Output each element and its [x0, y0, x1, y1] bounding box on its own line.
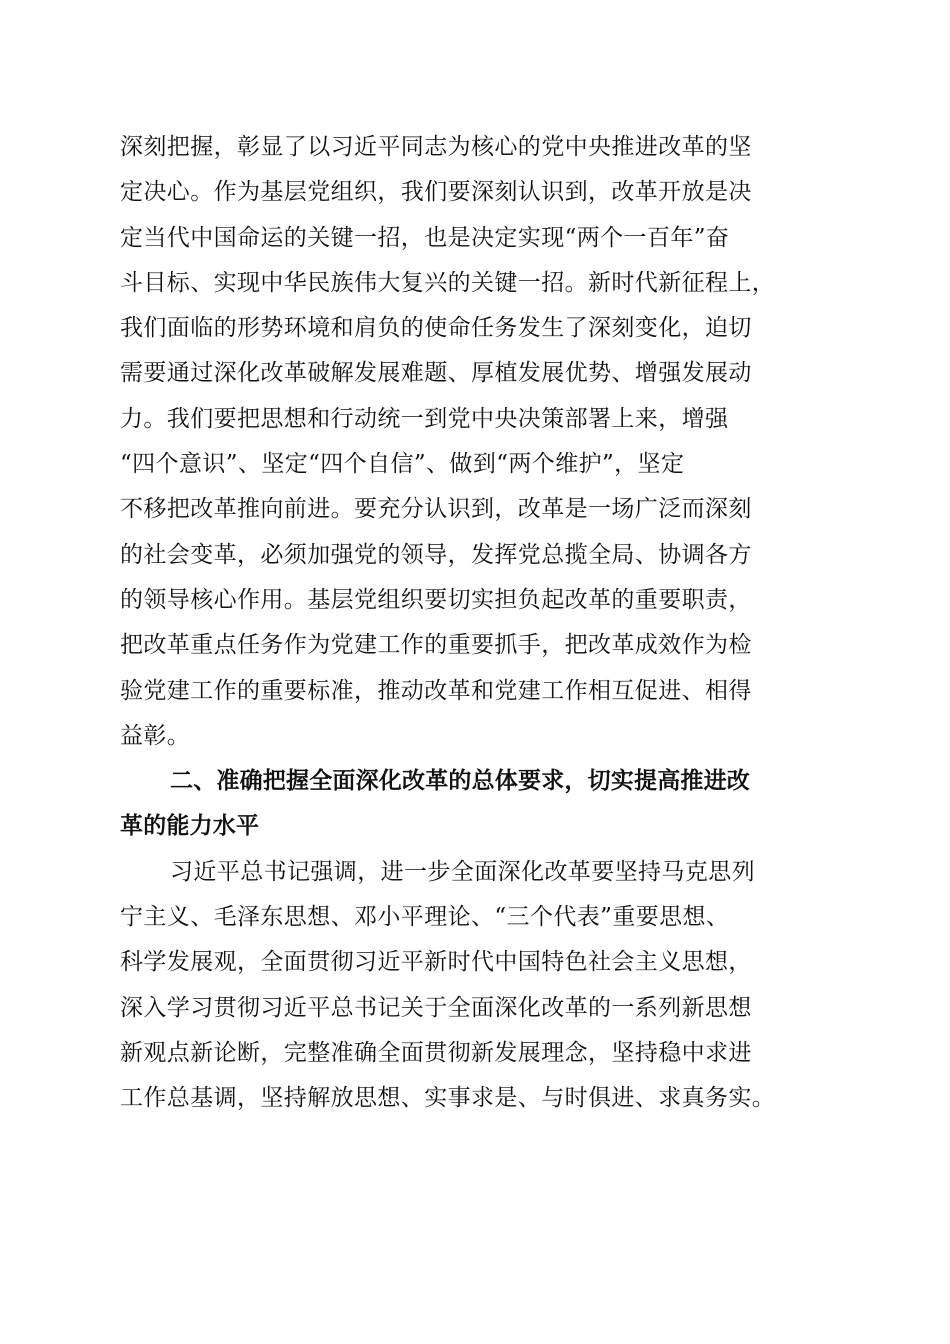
- body-line: 验党建工作的重要标准，推动改革和党建工作相互促进、相得: [120, 677, 752, 704]
- body-line: 科学发展观，全面贯彻习近平新时代中国特色社会主义思想，: [120, 949, 752, 976]
- body-line: 定决心。作为基层党组织，我们要深刻认识到，改革开放是决: [120, 179, 752, 206]
- section-heading-continued: 革的能力水平: [120, 813, 260, 840]
- body-line: 不移把改革推向前进。要充分认识到，改革是一场广泛而深刻: [120, 496, 752, 523]
- body-line: “四个意识”、坚定“四个自信”、做到“两个维护”，坚定: [120, 451, 685, 478]
- body-line: 宁主义、毛泽东思想、邓小平理论、“三个代表”重要思想、: [120, 904, 730, 931]
- body-line: 把改革重点任务作为党建工作的重要抓手，把改革成效作为检: [120, 632, 752, 659]
- body-line: 工作总基调，坚持解放思想、实事求是、与时俱进、求真务实。: [120, 1085, 776, 1112]
- document-body: [120, 125, 832, 1122]
- body-line: 定当代中国命运的关键一招，也是决定实现“两个一百年”奋: [120, 224, 730, 251]
- body-line: 的社会变革，必须加强党的领导，发挥党总揽全局、协调各方: [120, 541, 752, 568]
- paragraph-first-line: 习近平总书记强调，进一步全面深化改革要坚持马克思列: [170, 858, 755, 885]
- body-line: 我们面临的形势环境和肩负的使命任务发生了深刻变化，迫切: [120, 315, 752, 342]
- body-line: 深刻把握，彰显了以习近平同志为核心的党中央推进改革的坚: [120, 134, 752, 160]
- body-line: 益彰。: [120, 722, 191, 749]
- body-line: 斗目标、实现中华民族伟大复兴的关键一招。新时代新征程上，: [120, 269, 776, 296]
- body-line: 新观点新论断，完整准确全面贯彻新发展理念，坚持稳中求进: [120, 1039, 752, 1066]
- body-line: 力。我们要把思想和行动统一到党中央决策部署上来，增强: [120, 405, 729, 432]
- body-line: 深入学习贯彻习近平总书记关于全面深化改革的一系列新思想: [120, 994, 752, 1021]
- body-line: 需要通过深化改革破解发展难题、厚植发展优势、增强发展动: [120, 360, 752, 387]
- section-heading: 二、准确把握全面深化改革的总体要求，切实提高推进改: [170, 768, 750, 795]
- body-line: 的领导核心作用。基层党组织要切实担负起改革的重要职责，: [120, 586, 752, 613]
